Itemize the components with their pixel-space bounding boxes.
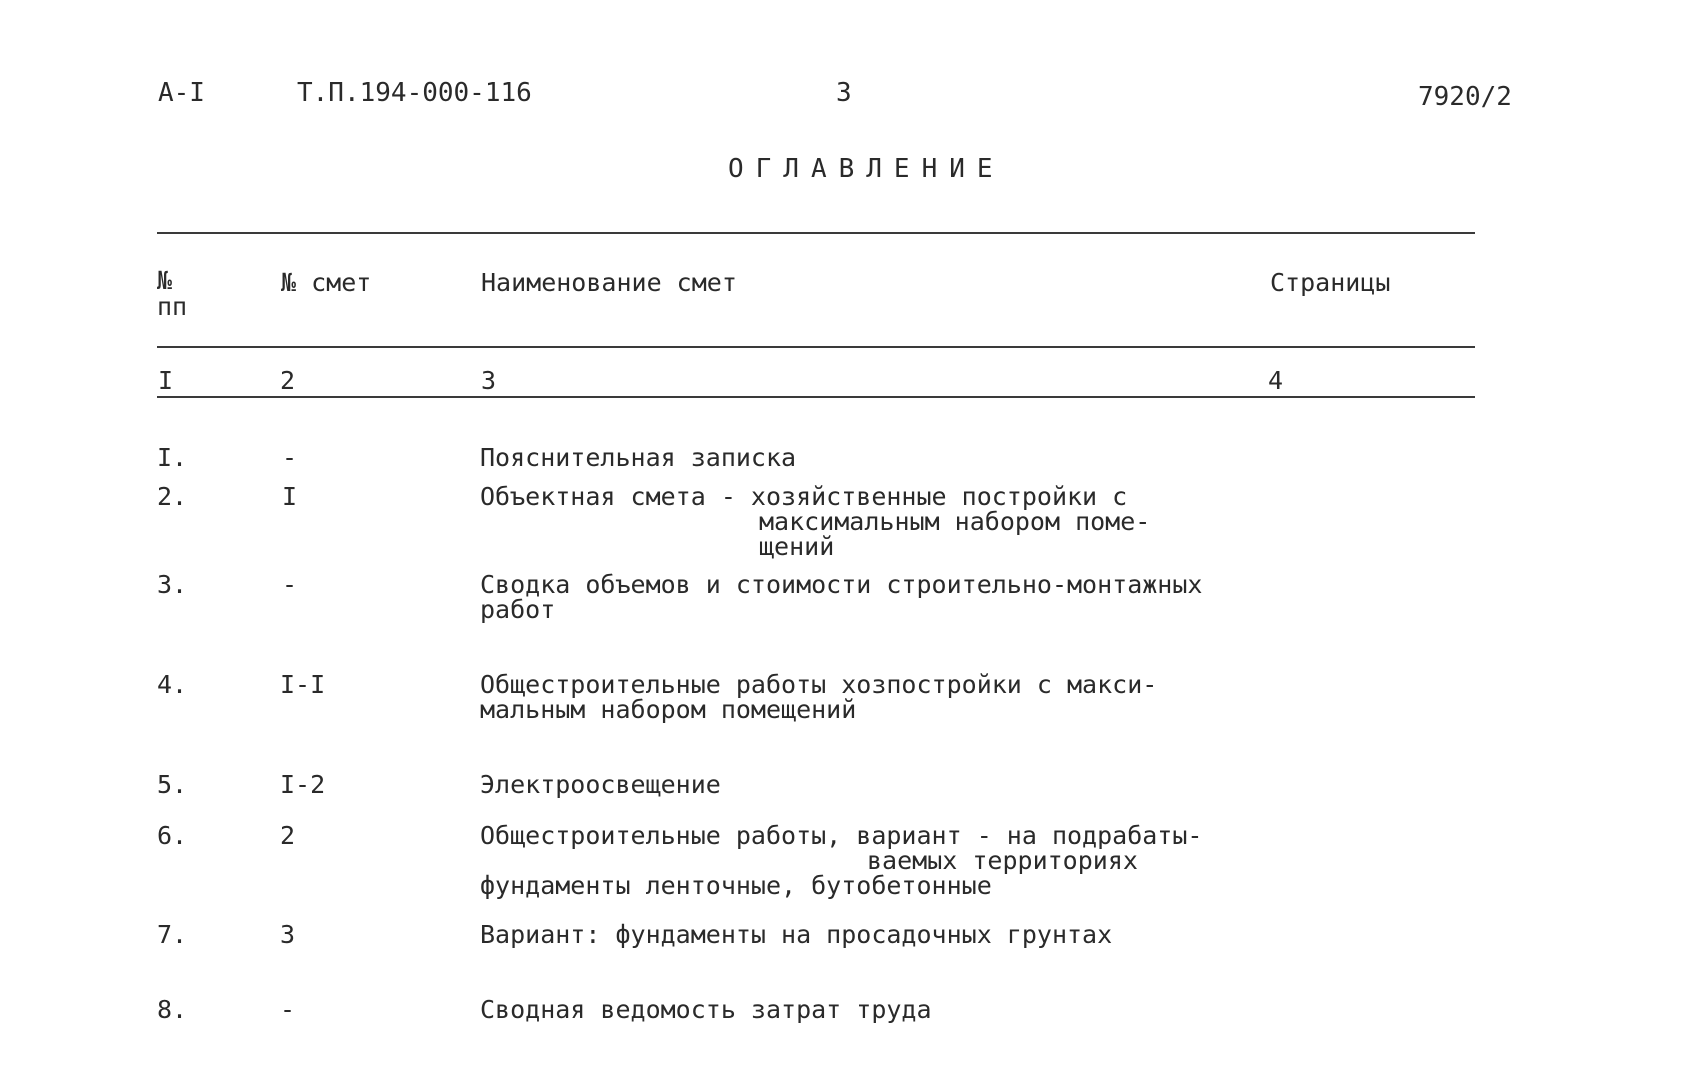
column-header-num-sub: пп: [157, 292, 188, 321]
row-estimate-no: -: [282, 570, 298, 599]
row-estimate-no: -: [280, 995, 296, 1024]
column-header-estimate-no: № смет: [281, 268, 372, 297]
row-title-continuation: работ: [480, 595, 556, 624]
row-estimate-no: 2: [280, 821, 296, 850]
column-numbers-rule: [157, 396, 1475, 398]
row-estimate-no: I: [282, 482, 298, 511]
row-estimate-no: 3: [280, 920, 296, 949]
row-title: Вариант: фундаменты на просадочных грунтах: [480, 920, 1113, 949]
row-number: 3.: [157, 570, 188, 599]
row-title: Общестроительные работы, вариант - на подрабаты-: [480, 821, 1203, 850]
row-title: Сводка объемов и стоимости строительно-монтажных: [480, 570, 1203, 599]
row-title-continuation: ваемых территориях: [867, 846, 1138, 875]
column-number-2: 2: [280, 366, 296, 395]
row-estimate-no: I-I: [280, 670, 326, 699]
row-number: 4.: [157, 670, 188, 699]
row-estimate-no: I-2: [280, 770, 326, 799]
row-title: Общестроительные работы хозпостройки с макси-: [480, 670, 1158, 699]
row-number: 6.: [157, 821, 188, 850]
row-number: 2.: [157, 482, 188, 511]
header-bottom-rule: [157, 346, 1475, 348]
document-code: Т.П.194-000-116: [297, 78, 532, 108]
row-title-continuation: мальным набором помещений: [480, 695, 857, 724]
page-number: 3: [836, 78, 852, 108]
column-header-num-symbol: №: [157, 266, 173, 295]
row-title: Электроосвещение: [480, 770, 721, 799]
row-title-continuation: фундаменты ленточные, бутобетонные: [480, 871, 992, 900]
row-title: Объектная смета - хозяйственные постройки с: [480, 482, 1128, 511]
row-estimate-no: -: [282, 443, 298, 472]
column-header-pages: Страницы: [1270, 268, 1391, 297]
archive-number: 7920/2: [1418, 82, 1512, 112]
row-title: Пояснительная записка: [480, 443, 797, 472]
column-header-num: [157, 268, 187, 320]
row-number: I.: [157, 443, 188, 472]
column-number-3: 3: [481, 366, 497, 395]
table-top-rule: [157, 232, 1475, 234]
row-title: Сводная ведомость затрат труда: [480, 995, 932, 1024]
row-number: 7.: [157, 920, 188, 949]
page-title: ОГЛАВЛЕНИЕ: [728, 154, 1005, 184]
column-header-estimate-name: Наименование смет: [481, 268, 737, 297]
row-number: 8.: [157, 995, 188, 1024]
row-number: 5.: [157, 770, 188, 799]
sheet-label: А-I: [158, 78, 205, 108]
column-number-1: I: [158, 366, 174, 395]
row-title-continuation: щений: [759, 532, 835, 561]
column-number-4: 4: [1268, 366, 1284, 395]
row-title-continuation: максимальным набором поме-: [759, 507, 1151, 536]
